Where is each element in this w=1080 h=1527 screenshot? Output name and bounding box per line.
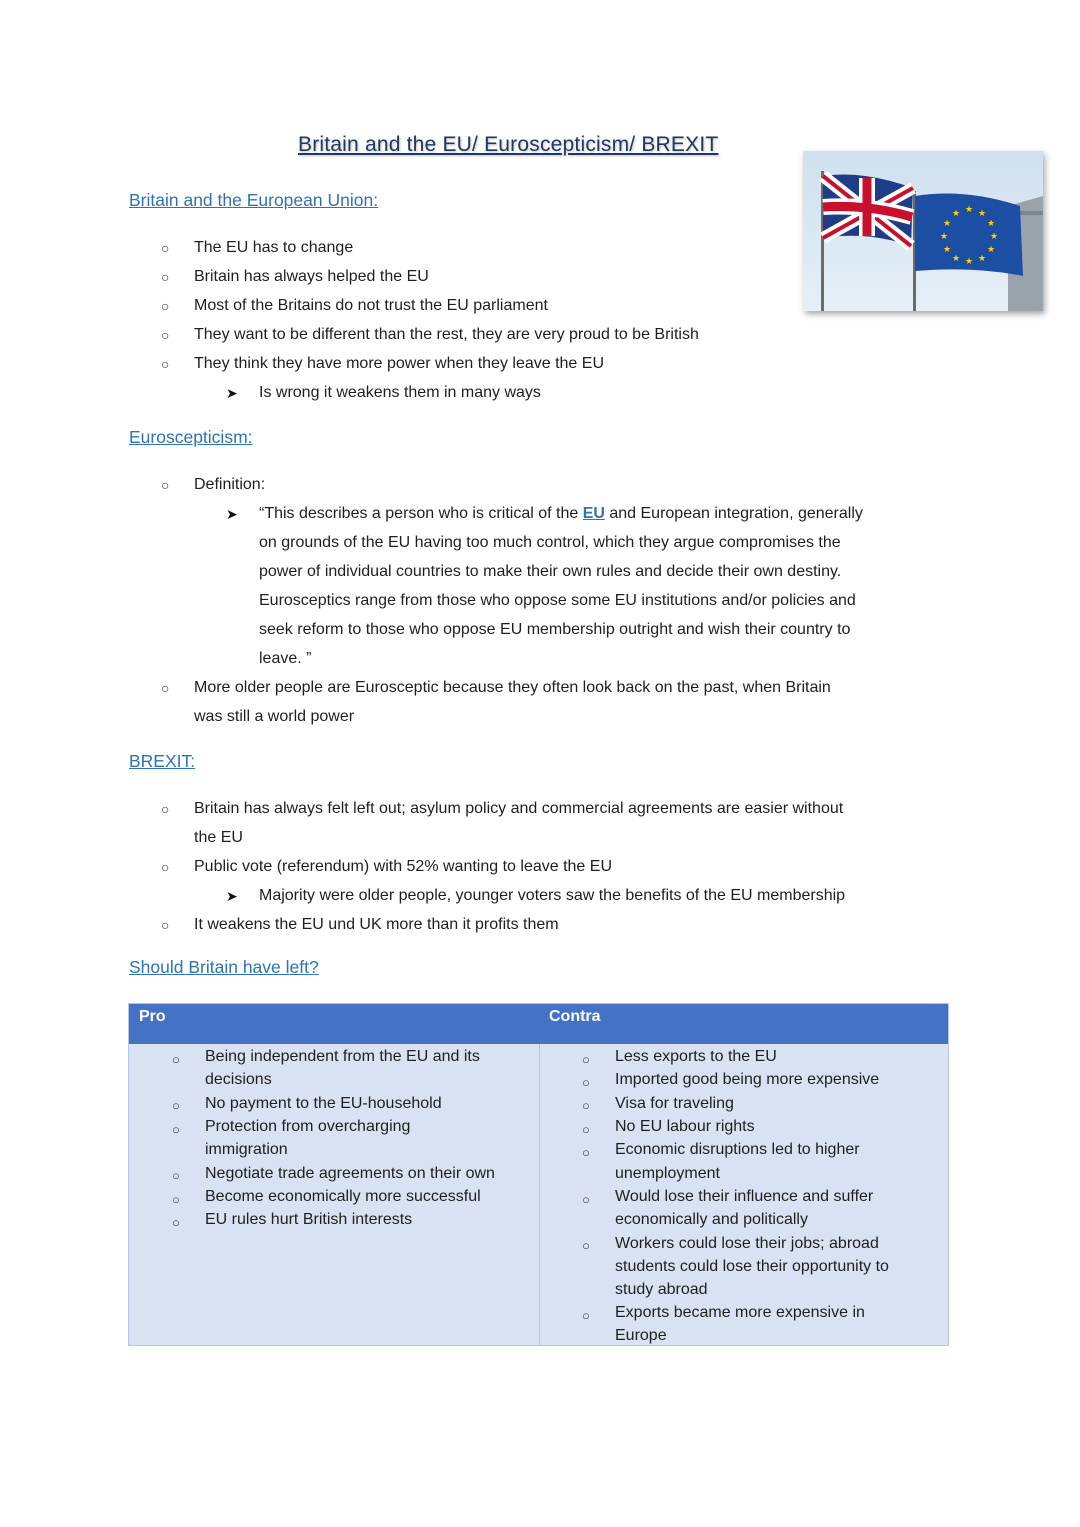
arrow-bullet-icon: ➤	[226, 506, 238, 522]
contra-item: Would lose their influence and suffer	[615, 1188, 874, 1205]
bullet-icon: ○	[161, 859, 170, 875]
bullet-icon: ○	[172, 1098, 180, 1113]
list-item: More older people are Eurosceptic because they often look back on the past, when Britain	[194, 679, 831, 696]
pro-item: Protection from overcharging	[205, 1118, 411, 1135]
table-header	[129, 1004, 948, 1044]
svg-text:★: ★	[965, 257, 974, 267]
contra-item: No EU labour rights	[615, 1118, 755, 1135]
list-item: They think they have more power when they leave the EU	[194, 355, 604, 372]
svg-text:★: ★	[990, 232, 999, 242]
definition-text-start: “This describes a person who is critical of the	[259, 505, 583, 522]
list-item: Most of the Britains do not trust the EU parliament	[194, 297, 548, 314]
bullet-icon: ○	[172, 1052, 180, 1067]
column-divider	[539, 1044, 540, 1345]
definition-line: seek reform to those who oppose EU membership outright and wish their country to	[259, 621, 851, 638]
sub-list-item: Is wrong it weakens them in many ways	[259, 384, 541, 401]
pro-item: Become economically more successful	[205, 1188, 481, 1205]
svg-text:★: ★	[952, 209, 961, 219]
pro-item: Being independent from the EU and its	[205, 1048, 480, 1065]
pro-item: Negotiate trade agreements on their own	[205, 1165, 495, 1182]
contra-item: Visa for traveling	[615, 1095, 734, 1112]
bullet-icon: ○	[582, 1145, 590, 1160]
definition-line: leave. ”	[259, 650, 312, 667]
pro-item: EU rules hurt British interests	[205, 1211, 413, 1228]
list-item: Public vote (referendum) with 52% wanting to leave the EU	[194, 858, 612, 875]
pro-item-continued: decisions	[205, 1071, 272, 1088]
contra-item: Imported good being more expensive	[615, 1071, 880, 1088]
bullet-icon: ○	[582, 1075, 590, 1090]
arrow-bullet-icon: ➤	[226, 888, 238, 904]
bullet-icon: ○	[161, 477, 170, 493]
svg-text:★: ★	[978, 209, 987, 219]
bullet-icon: ○	[172, 1192, 180, 1207]
list-item-continued: was still a world power	[194, 708, 355, 725]
bullet-icon: ○	[161, 327, 170, 343]
svg-text:★: ★	[987, 245, 996, 255]
bullet-icon: ○	[582, 1122, 590, 1137]
contra-header: Contra	[549, 1008, 601, 1025]
uk-and-eu-flags-photo	[803, 151, 1043, 311]
list-item: Britain has always helped the EU	[194, 268, 429, 285]
heading-britain-and-eu: Britain and the European Union:	[129, 190, 379, 210]
bullet-icon: ○	[172, 1168, 180, 1183]
contra-item: Economic disruptions led to higher	[615, 1141, 860, 1158]
pro-header: Pro	[139, 1008, 166, 1025]
arrow-bullet-icon: ➤	[226, 385, 238, 401]
heading-should-britain-have-left: Should Britain have left?	[129, 957, 319, 977]
contra-item-continued: students could lose their opportunity to	[615, 1258, 889, 1275]
list-item: It weakens the EU und UK more than it profits them	[194, 916, 559, 933]
contra-item: Less exports to the EU	[615, 1048, 777, 1065]
svg-text:★: ★	[940, 232, 949, 242]
bullet-icon: ○	[172, 1122, 180, 1137]
pro-contra-table	[128, 1003, 949, 1346]
contra-item: Workers could lose their jobs; abroad	[615, 1235, 879, 1252]
svg-text:★: ★	[978, 254, 987, 264]
list-item: The EU has to change	[194, 239, 354, 256]
heading-brexit: BREXIT:	[129, 751, 196, 771]
document-title: Britain and the EU/ Euroscepticism/ BREXIT	[298, 133, 719, 156]
bullet-icon: ○	[582, 1238, 590, 1253]
contra-item-continued: unemployment	[615, 1165, 720, 1182]
bullet-icon: ○	[582, 1308, 590, 1323]
definition-line: on grounds of the EU having too much control, which they argue compromises the	[259, 534, 841, 551]
svg-text:★: ★	[943, 245, 952, 255]
svg-text:★: ★	[943, 219, 952, 229]
list-item: Definition:	[194, 476, 266, 493]
bullet-icon: ○	[161, 917, 170, 933]
contra-item-continued: study abroad	[615, 1281, 708, 1298]
sub-list-item: Majority were older people, younger voters saw the benefits of the EU membership	[259, 887, 846, 904]
bullet-icon: ○	[582, 1098, 590, 1113]
definition-line	[259, 499, 863, 528]
definition-line: Eurosceptics range from those who oppose some EU institutions and/or policies and	[259, 592, 856, 609]
list-item: Britain has always felt left out; asylum policy and commercial agreements are easier without	[194, 800, 844, 817]
bullet-icon: ○	[161, 801, 170, 817]
definition-text-rest: and European integration, generally	[604, 505, 863, 522]
list-item-continued: the EU	[194, 829, 243, 846]
contra-item-continued: Europe	[615, 1327, 667, 1344]
bullet-icon: ○	[582, 1052, 590, 1067]
definition-line: power of individual countries to make their own rules and decide their own destiny.	[259, 563, 842, 580]
svg-text:★: ★	[965, 205, 974, 215]
bullet-icon: ○	[582, 1192, 590, 1207]
bullet-icon: ○	[161, 680, 170, 696]
heading-euroscepticism: Euroscepticism:	[129, 427, 253, 447]
svg-text:★: ★	[987, 219, 996, 229]
bullet-icon: ○	[161, 298, 170, 314]
svg-text:★: ★	[952, 254, 961, 264]
eu-link[interactable]: EU	[582, 505, 605, 522]
pro-item-continued: immigration	[205, 1141, 288, 1158]
bullet-icon: ○	[172, 1215, 180, 1230]
list-item: They want to be different than the rest, they are very proud to be British	[194, 326, 699, 343]
pro-item: No payment to the EU-household	[205, 1095, 442, 1112]
bullet-icon: ○	[161, 240, 170, 256]
contra-item-continued: economically and politically	[615, 1211, 808, 1228]
bullet-icon: ○	[161, 269, 170, 285]
bullet-icon: ○	[161, 356, 170, 372]
contra-item: Exports became more expensive in	[615, 1304, 865, 1321]
